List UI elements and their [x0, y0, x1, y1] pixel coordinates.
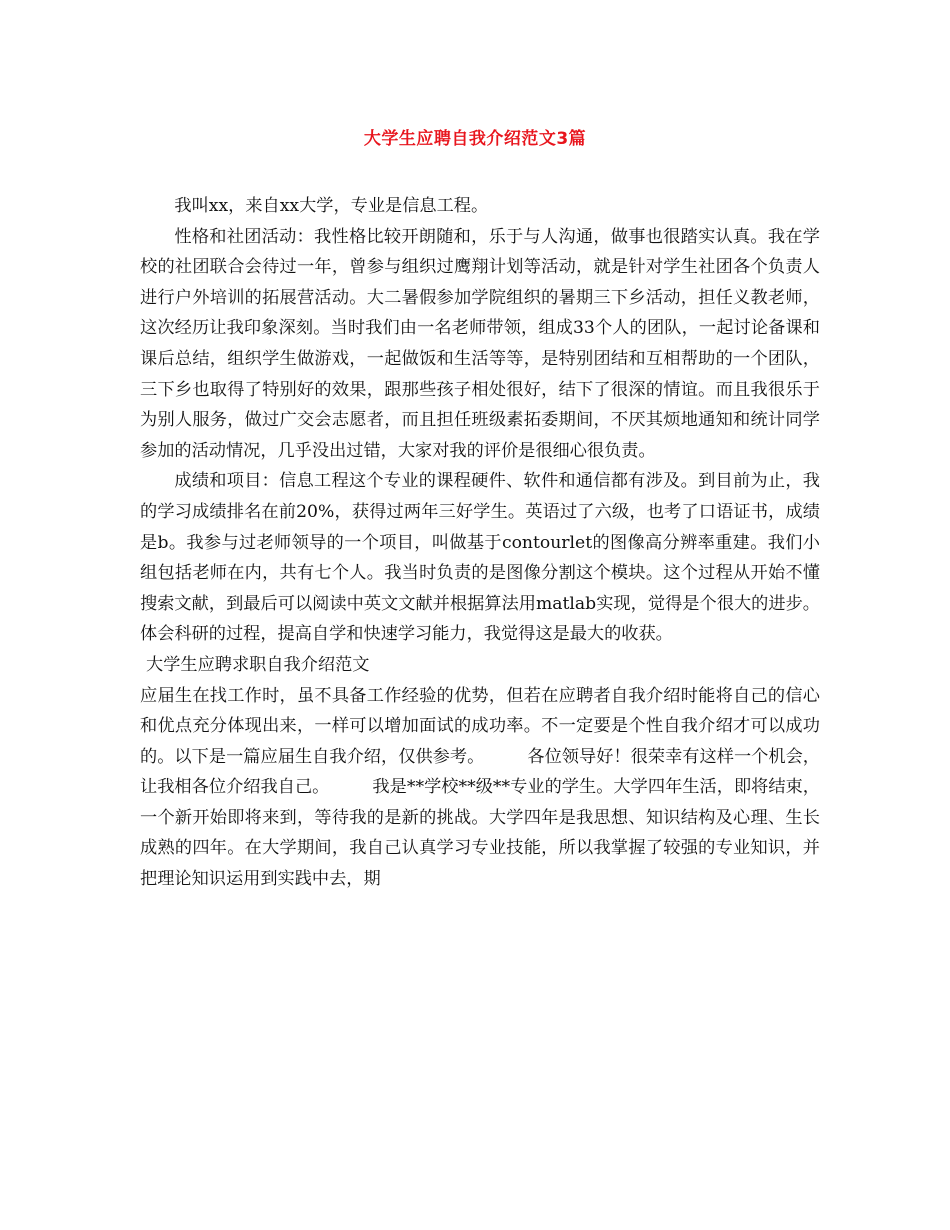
paragraph-section: 应届生在找工作时，虽不具备工作经验的优势，但若在应聘者自我介绍时能将自己的信心和优点充分体现出来，一样可以增加面试的成功率。不一定要是个性自我介绍才可以成功的。以下是一篇应届生自我介绍，仅供参考。 各位领导好！很荣幸有这样一个机会，让我相各位介绍我自己。 我是**学校**级**专业的学生。大学四年生活，即将结束，一个新开始即将来到，等待我的是新的挑战。大学四年是我思想、知识结构及心理、生长成熟的四年。在大学期间，我自己认真学习专业技能，所以我掌握了较强的专业知识，并把理论知识运用到实践中去，期	[140, 685, 820, 890]
document-body	[140, 191, 820, 895]
paragraph-achievements: 成绩和项目：信息工程这个专业的课程硬件、软件和通信都有涉及。到目前为止，我的学习成绩排名在前20%，获得过两年三好学生。英语过了六级，也考了口语证书，成绩是b。我参与过老师领导的一个项目，叫做基于contourlet的图像高分辨率重建。我们小组包括老师在内，共有七个人。我当时负责的是图像分割这个模块。这个过程从开始不懂搜索文献，到最后可以阅读中英文文献并根据算法用matlab实现，觉得是个很大的进步。体会科研的过程，提高自学和快速学习能力，我觉得这是最大的收获。	[140, 471, 820, 645]
document-title: 大学生应聘自我介绍范文3篇	[363, 129, 587, 149]
section-heading: 大学生应聘求职自我介绍范文	[146, 654, 370, 675]
paragraph-intro: 我叫xx，来自xx大学，专业是信息工程。	[174, 196, 489, 216]
paragraph-personality: 性格和社团活动：我性格比较开朗随和，乐于与人沟通，做事也很踏实认真。我在学校的社团联合会待过一年，曾参与组织过鹰翔计划等活动，就是针对学生社团各个负责人进行户外培训的拓展营活动。大二暑假参加学院组织的暑期三下乡活动，担任义教老师，这次经历让我印象深刻。当时我们由一名老师带领，组成33个人的团队，一起讨论备课和课后总结，组织学生做游戏，一起做饭和生活等等，是特别团结和互相帮助的一个团队，三下乡也取得了特别好的效果，跟那些孩子相处很好，结下了很深的情谊。而且我很乐于为别人服务，做过广交会志愿者，而且担任班级素拓委期间，不厌其烦地通知和统计同学参加的活动情况，几乎没出过错，大家对我的评价是很细心很负责。	[140, 226, 820, 461]
